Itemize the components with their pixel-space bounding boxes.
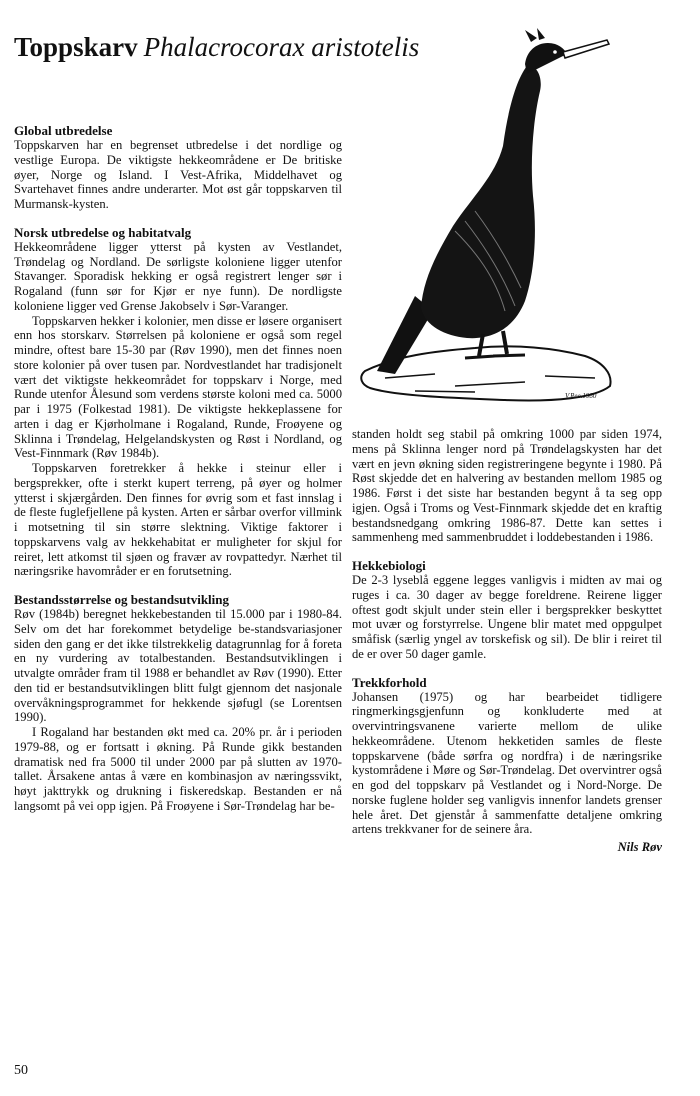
paragraph-continuation: standen holdt seg stabil på omkring 1000 par siden 1974, mens på Sklinna lenger nord på Trøndelagskysten har det vært en jevn økning siden registreringene begynte i 1980. På Røst skjedde det en halvering av bestanden mellom 1985 og 1986. Først i det siste har bestanden begynt å ta seg opp igjen. Også i Troms og Vest-Finnmark skjedde det en kraftig bestandsnedgang omkring 1986-87. Dette kan settes i sammenheng med sammenbruddet i loddebestanden i 1986.: [352, 427, 662, 545]
svg-text:V.Ree.1980: V.Ree.1980: [565, 392, 597, 400]
species-common-name: Toppskarv: [14, 32, 138, 62]
paragraph: Toppskarven har en begrenset utbredelse i det nordlige og vestlige Europa. De viktigste hekkeområdene er De britiske øyer, Norge og Island. I Vest-Afrika, Middelhavet og Svartehavet finnes andre underarter. Mot øst går toppskarven til Murmansk-kysten.: [14, 138, 342, 211]
paragraph: Hekkeområdene ligger ytterst på kysten av Vestlandet, Trøndelag og Nordland. De sørligste koloniene ligger utenfor Stavanger. Sporadisk hekking er også registrert lenger sør i Rogaland (funn sør for Kjør er nye funn). De nordligste koloniene ligger ved Grense Jakobselv i Sør-Varanger.: [14, 239, 342, 313]
right-column: [352, 427, 662, 855]
paragraph: Toppskarven hekker i kolonier, men disse er løsere organisert enn hos storskarv. Størrelsen på koloniene er også som regel mindre, oftest bare 15-30 par (Røv 1990), men det finnes noen store kolonier på over tusen par. Nordvestlandet har tradisjonelt vært det viktigste hekkeområdet for toppskarv i Norge, med Runde utenfor Ålesund som verdens største koloni med ca. 5000 par i 1975 (Folkestad 1981). De viktigste hekkeplassene for arten i dag er Kjørholmane i Rogaland, Runde, Froøyene og Sklinna i Trøndelag, Helgelandskysten og Røst i Nordland, og Vest-Finnmark (Røv 1984b).: [14, 313, 342, 461]
paragraph: Johansen (1975) og har bearbeidet tidligere ringmerkingsgjenfunn og konkluderte med at overvintringsvanene varierte mellom de ulike hekkeområdene. Utenom hekketiden samles de fleste toppskarvene (både sørfra og nordfra) i de næringsrike kystområdene i Møre og Sør-Trøndelag. Det overvintrer også en god del toppskarv på Vestlandet og i Nord-Norge. De norske fuglene holder seg vanligvis innenfor landets grenser hele året. Det gjenstår å sammenfatte detaljene omkring artens trekkvaner for de seinere åra.: [352, 689, 662, 837]
heading-norsk: Norsk utbredelse og habitatvalg: [14, 224, 192, 240]
cormorant-illustration: [355, 26, 620, 411]
author-name: Nils Røv: [617, 840, 662, 854]
species-latin-name: Phalacrocorax aristotelis: [143, 32, 420, 62]
heading-trekk: Trekkforhold: [352, 674, 427, 690]
page-number: 50: [14, 1063, 28, 1078]
heading-global: Global utbredelse: [14, 123, 113, 138]
paragraph: Toppskarven foretrekker å hekke i steinur eller i bergsprekker, ofte i sterkt kupert terreng, på øyer og holmer ytterst i skjærgården. Den finnes for øvrig som et fast innslag i de fleste fuglefjellene på kysten. Arten er sårbar overfor villmink i motsetning til sin større slektning. Viktige faktorer i toppskarvens valg av hekkehabitat er muligheter for skjul for reiret, lett atkomst til sjøen og fravær av rovpattedyr. Nærhet til næringsrike havområder er en forutsetning.: [14, 461, 342, 579]
left-column: [14, 123, 342, 814]
paragraph: I Rogaland har bestanden økt med ca. 20% pr. år i perioden 1979-88, og er fortsatt i økning. På Runde gikk bestanden dramatisk ned fra 5000 til under 2000 par på slutten av 1970-tallet. Årsakene antas å være en kombinasjon av næringssvikt, høyt jakttrykk og drukning i fiskeredskap. Bestanden er nå langsomt på vei opp igjen. På Froøyene i Sør-Trøndelag har be-: [14, 725, 342, 813]
heading-bestand: Bestandsstørrelse og bestandsutvikling: [14, 592, 230, 607]
paragraph: De 2-3 lyseblå eggene legges vanligvis i midten av mai og ruges i ca. 30 dager av begge foreldrene. Reirene ligger oftest godt skjult under stein eller i bergsprekker beskyttet mot uvær og forstyrrelse. Ungene blir matet med oppgulpet småfisk (særlig yngel av torskefisk og sil). De blir i reiret til de er over 50 dager gamle.: [352, 573, 662, 661]
paragraph: Røv (1984b) beregnet hekkebestanden til 15.000 par i 1980-84. Selv om det har forekommet betydelige be-standsvariasjoner siden den gang er det ikke tilstrekkelig datagrunnlag for å foreta en ny vurdering av totalbestanden. Bestandsutviklingen i utvalgte områder fram til 1988 er behandlet av Røv (1990). Etter den tid er bestandsutviklingen blitt fulgt gjennom det nasjonale overvåkningsprogrammet for hekkende sjøfugl (se Lorentsen 1990).: [14, 607, 342, 725]
heading-hekkebiologi: Hekkebiologi: [352, 558, 426, 573]
